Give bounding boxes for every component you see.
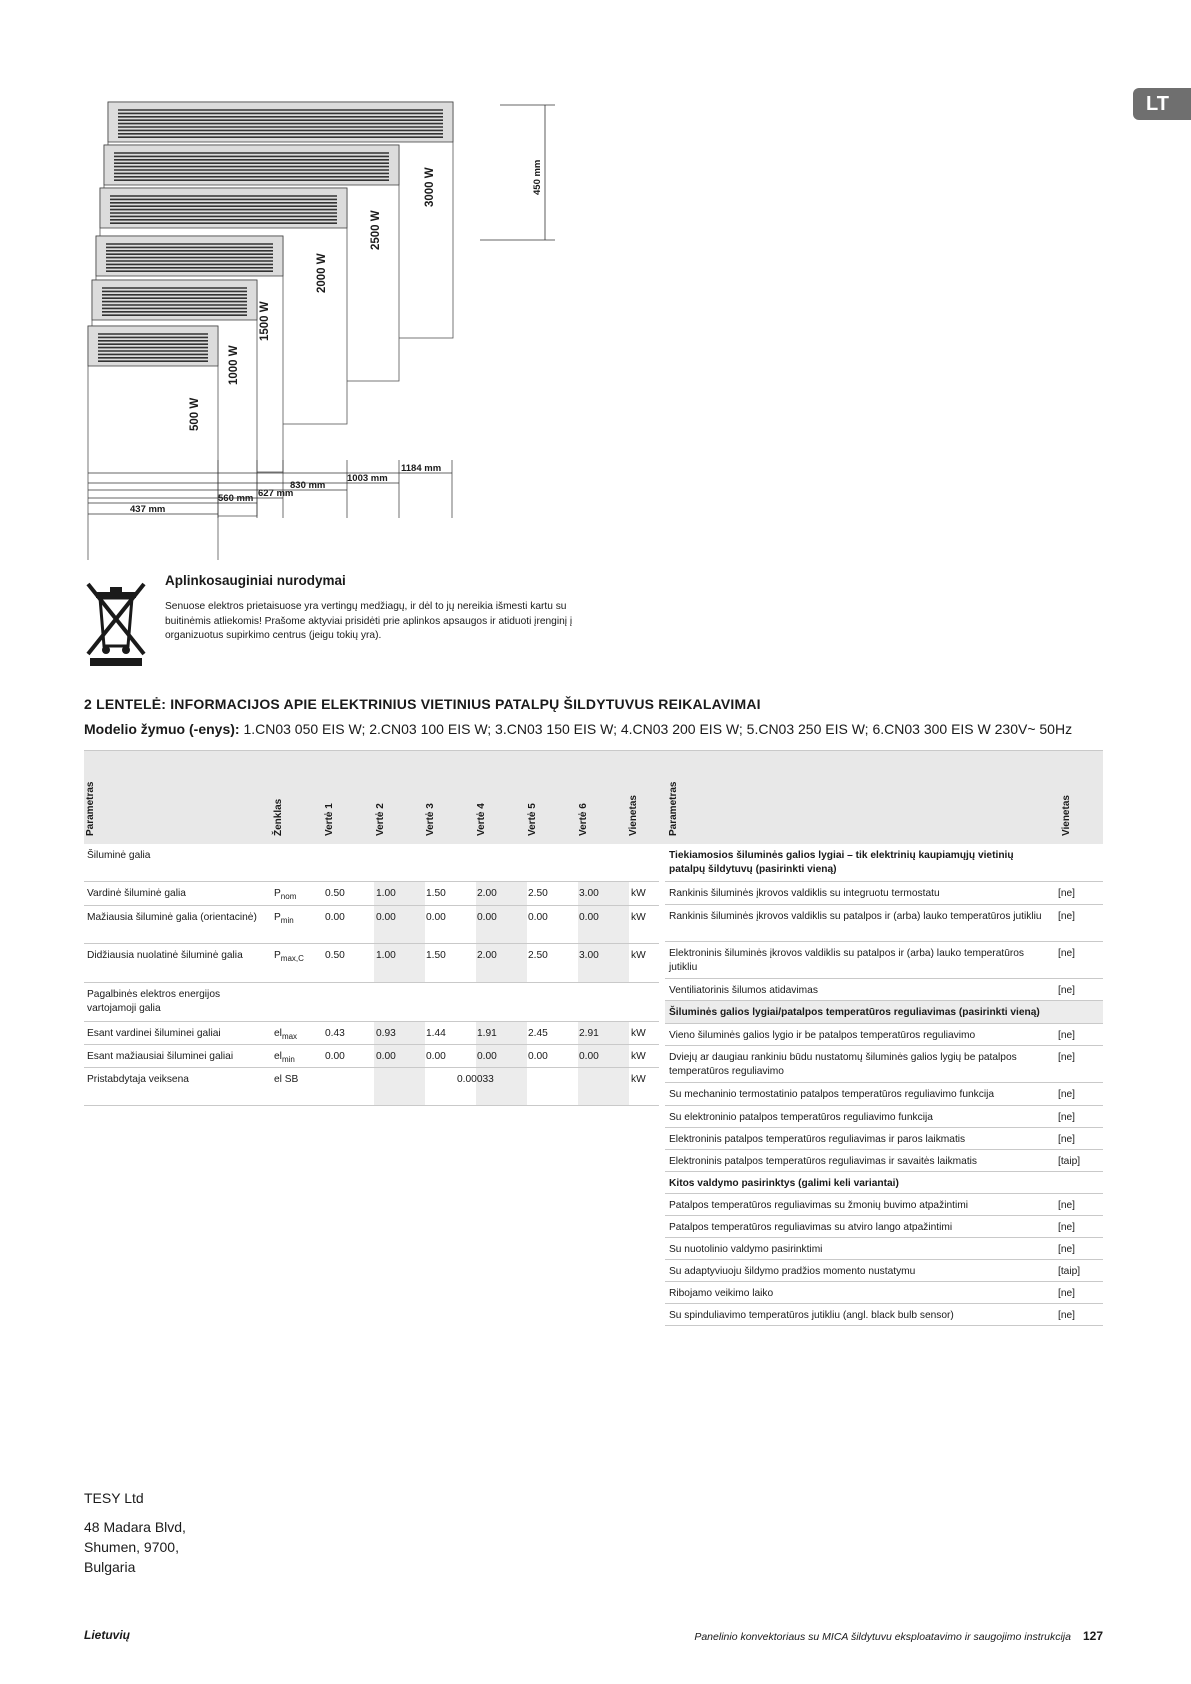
row-label: Su mechaninio termostatinio patalpos temperatūros reguliavimo funkcija	[669, 1089, 995, 1100]
table-row	[665, 882, 1103, 905]
header-value-6: Vertė 6	[578, 803, 589, 836]
row-label: Patalpos temperatūros reguliavimas su atviro lango atpažintimi	[669, 1222, 953, 1233]
row-label: Kitos valdymo pasirinktys (galimi keli variantai)	[669, 1178, 899, 1189]
row-label: Su adaptyviuoju šildymo pradžios momento nustatymu	[669, 1266, 916, 1277]
table-row	[665, 1106, 1103, 1128]
row-label: Elektroninis patalpos temperatūros reguliavimas ir savaitės laikmatis	[669, 1156, 978, 1167]
heater-power-label: 1500 W	[259, 301, 271, 341]
address-line: 48 Madara Blvd,	[84, 1519, 186, 1535]
table-row	[665, 1024, 1103, 1046]
heater-power-label: 3000 W	[424, 167, 436, 207]
header-unit-right: Vienetas	[1061, 795, 1072, 836]
table-row: Mažiausia šiluminė galia (orientacinė) $P_{min}$ 0.00 0.00 0.00 0.00 0.00 0.00 kW	[84, 906, 659, 944]
language-tab: LT	[1133, 88, 1191, 120]
row-value: [ne]	[1058, 1089, 1075, 1100]
height-dimension-label: 450 mm	[532, 159, 543, 195]
heater-size-diagram	[80, 100, 570, 560]
table-row: Esant vardinei šiluminei galiai $el_{max}$ 0.43 0.93 1.44 1.91 2.45 2.91 kW	[84, 1022, 659, 1045]
table-row	[665, 1304, 1103, 1326]
right-parameter-table	[665, 844, 1103, 1326]
table-title: 2 LENTELĖ: INFORMACIJOS APIE ELEKTRINIUS VIETINIUS PATALPŲ ŠILDYTUVUS REIKALAVIMAI	[84, 696, 761, 712]
header-value-1: Vertė 1	[324, 803, 335, 836]
row-value: [ne]	[1058, 1310, 1075, 1321]
table-row: Pristabdytaja veiksena el SB 0.00033 kW	[84, 1068, 659, 1106]
width-dimension-label: 627 mm	[258, 488, 294, 499]
heater-power-label: 2500 W	[370, 210, 382, 250]
row-value: [ne]	[1058, 1244, 1075, 1255]
table-row	[665, 1172, 1103, 1194]
row-label: Elektroninis šiluminės įkrovos valdiklis su patalpos ir (arba) lauko temperatūros jutikliu	[669, 948, 1025, 973]
header-value-2: Vertė 2	[375, 803, 386, 836]
environment-title: Aplinkosauginiai nurodymai	[165, 573, 346, 588]
row-label: Ribojamo veikimo laiko	[669, 1288, 774, 1299]
header-unit: Vienetas	[628, 795, 639, 836]
row-label: Patalpos temperatūros reguliavimas su žmonių buvimo atpažintimi	[669, 1200, 968, 1211]
left-parameter-table	[84, 844, 659, 1106]
table-row	[665, 1046, 1103, 1083]
company-address	[84, 1488, 186, 1577]
row-value: [ne]	[1058, 1200, 1075, 1211]
footer-language: Lietuvių	[84, 1628, 131, 1642]
table-row	[665, 1083, 1103, 1106]
row-label: Su elektroninio patalpos temperatūros reguliavimo funkcija	[669, 1112, 933, 1123]
table-row	[665, 1238, 1103, 1260]
width-dimension-label: 437 mm	[130, 504, 166, 515]
row-label: Elektroninis patalpos temperatūros reguliavimas ir paros laikmatis	[669, 1134, 966, 1145]
footer-manual-title: Panelinio konvektoriaus su MICA šildytuvu eksploatavimo ir saugojimo instrukcija 127	[694, 1629, 1103, 1643]
row-value: [ne]	[1058, 1134, 1075, 1145]
header-value-4: Vertė 4	[476, 803, 487, 836]
weee-bin-icon	[84, 576, 148, 666]
model-value: 1.CN03 050 EIS W; 2.CN03 100 EIS W; 3.CN03 150 EIS W; 4.CN03 200 EIS W; 5.CN03 250 EIS W; 6.CN03 300 EIS W 230V~ 50Hz	[239, 721, 1073, 737]
width-dimension-label: 1003 mm	[347, 473, 388, 484]
row-label: Dviejų ar daugiau rankiniu būdu nustatomų šiluminės galios lygių be patalpos temperatūros reguliavimo	[669, 1052, 1017, 1077]
row-label: Vieno šiluminės galios lygio ir be patalpos temperatūros reguliavimo	[669, 1030, 976, 1041]
row-value: [ne]	[1058, 1052, 1075, 1063]
table-row	[665, 1260, 1103, 1282]
table-header	[84, 750, 1103, 844]
row-value: [ne]	[1058, 1222, 1075, 1233]
company-name: TESY Ltd	[84, 1490, 144, 1506]
heater-power-label: 2000 W	[316, 253, 328, 293]
table-row	[665, 1282, 1103, 1304]
row-value: [ne]	[1058, 1288, 1075, 1299]
table-row: Didžiausia nuolatinė šiluminė galia $P_{max,C}$ 0.50 1.00 1.50 2.00 2.50 3.00 kW	[84, 944, 659, 983]
width-dimension-label: 1184 mm	[401, 463, 442, 474]
header-value-5: Vertė 5	[527, 803, 538, 836]
table-row: Esant mažiausiai šiluminei galiai $el_{min}$ 0.00 0.00 0.00 0.00 0.00 0.00 kW	[84, 1045, 659, 1068]
table-row	[665, 905, 1103, 942]
table-row	[665, 979, 1103, 1001]
row-value: [ne]	[1058, 1030, 1075, 1041]
table-row: Vardinė šiluminė galia $P_{nom}$ 0.50 1.00 1.50 2.00 2.50 3.00 kW	[84, 882, 659, 906]
row-label: Rankinis šiluminės įkrovos valdiklis su patalpos ir (arba) lauko temperatūros jutikliu	[669, 911, 1042, 922]
row-label: Su nuotolinio valdymo pasirinktimi	[669, 1244, 823, 1255]
table-row	[665, 942, 1103, 979]
row-value: [taip]	[1058, 1156, 1081, 1167]
row-value: [ne]	[1058, 985, 1075, 996]
table-row: Šiluminė galia	[84, 844, 659, 882]
row-value: [ne]	[1058, 911, 1075, 922]
heater-power-label: 500 W	[189, 397, 201, 431]
width-dimension-label: 830 mm	[290, 480, 326, 491]
header-value-3: Vertė 3	[425, 803, 436, 836]
header-param-right: Parametras	[668, 781, 679, 836]
model-label: Modelio žymuo (-enys):	[84, 721, 240, 737]
heater-power-label: 1000 W	[228, 345, 240, 385]
row-label: Su spinduliavimo temperatūros jutikliu (angl. black bulb sensor)	[669, 1310, 954, 1321]
row-value: [ne]	[1058, 888, 1075, 899]
row-value: [ne]	[1058, 1112, 1075, 1123]
table-row	[665, 1001, 1103, 1024]
row-label: Ventiliatorinis šilumos atidavimas	[669, 985, 818, 996]
table-row	[665, 1150, 1103, 1172]
table-row	[665, 844, 1103, 882]
model-line	[84, 721, 1072, 737]
table-row	[665, 1194, 1103, 1216]
row-value: [ne]	[1058, 948, 1075, 959]
heater-panel	[88, 326, 218, 560]
header-symbol: Ženklas	[273, 798, 284, 836]
row-label: Tiekiamosios šiluminės galios lygiai – tik elektrinių kaupiamųjų vietinių patalpų šildytuvų (pasirinkti vieną)	[669, 850, 1014, 875]
table-row: Pagalbinės elektros energijos vartojamoji galia	[84, 983, 659, 1022]
table-row	[665, 1216, 1103, 1238]
row-label: Šiluminės galios lygiai/patalpos temperatūros reguliavimas (pasirinkti vieną)	[669, 1007, 1040, 1018]
header-param: Parametras	[85, 781, 96, 836]
address-line: Bulgaria	[84, 1559, 136, 1575]
row-label: Rankinis šiluminės įkrovos valdiklis su integruotu termostatu	[669, 888, 940, 899]
width-dimension-label: 560 mm	[218, 493, 254, 504]
row-value: [taip]	[1058, 1266, 1081, 1277]
address-line: Shumen, 9700,	[84, 1539, 179, 1555]
environment-text: Senuose elektros prietaisuose yra vertingų medžiagų, ir dėl to jų nereikia išmesti kartu su buitinėmis atliekomis! Prašome aktyviai prisidėti prie aplinkos apsaugos ir atiduoti įrenginį į organizuotus supirkimo centrus (jeigu tokių yra).	[165, 601, 573, 641]
page-number: 127	[1082, 1629, 1103, 1643]
table-row	[665, 1128, 1103, 1150]
